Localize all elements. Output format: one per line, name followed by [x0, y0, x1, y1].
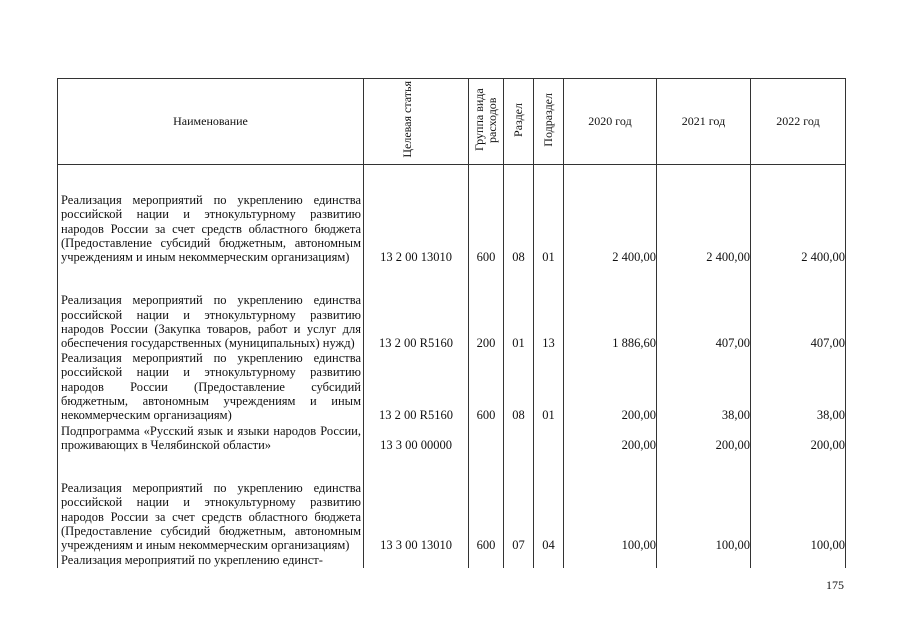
row-2021: 200,00 [657, 423, 751, 453]
row-2022: 100,00 [751, 453, 846, 553]
row-section: 01 [504, 265, 534, 351]
row-2021: 2 400,00 [657, 165, 751, 265]
row-2022: 38,00 [751, 351, 846, 423]
row-name: Реализация мероприятий по укреплению единства российской нации и этнокультурному развитию народов России за счет средств областного бюджета (Предоставление субсидий бюджетным, автономным учреждениям и иным некоммерческим организациям) [58, 165, 364, 265]
row-code: 13 3 00 00000 [364, 423, 469, 453]
row-2020: 200,00 [564, 423, 657, 453]
row-group [469, 423, 504, 453]
table-row [58, 351, 846, 423]
row-section: 08 [504, 351, 534, 423]
row-name: Подпрограмма «Русский язык и языки народов России, проживающих в Челябинской области» [58, 423, 364, 453]
row-section: 08 [504, 165, 534, 265]
row-section [504, 423, 534, 453]
row-subsection [534, 553, 564, 568]
budget-table [57, 78, 846, 568]
table-row [58, 553, 846, 568]
row-code [364, 553, 469, 568]
table-row [58, 165, 846, 265]
header-subsection: Подраздел [541, 92, 555, 147]
row-name: Реализация мероприятий по укреплению единства российской нации и этнокультурному развитию народов России за счет средств областного бюджета (Предоставление субсидий бюджетным, автономным учреждениям и иным некоммерческим организациям) [58, 453, 364, 553]
header-target: Целевая статья [400, 81, 414, 158]
row-2021: 100,00 [657, 453, 751, 553]
row-2021: 38,00 [657, 351, 751, 423]
row-2021: 407,00 [657, 265, 751, 351]
row-code: 13 3 00 13010 [364, 453, 469, 553]
table-header-row [58, 79, 846, 165]
row-name: Реализация мероприятий по укреплению единства российской нации и этнокультурному развитию народов России (Предоставление субсидий бюджетным, автономным учреждениям и иным некоммерческим организациям) [58, 351, 364, 423]
row-code: 13 2 00 R5160 [364, 265, 469, 351]
row-2022: 407,00 [751, 265, 846, 351]
table-row [58, 423, 846, 453]
page-number: 175 [826, 578, 844, 592]
row-2021 [657, 553, 751, 568]
row-subsection [534, 423, 564, 453]
header-2020: 2020 год [564, 79, 657, 165]
header-2022: 2022 год [751, 79, 846, 165]
row-group: 600 [469, 453, 504, 553]
row-2022 [751, 553, 846, 568]
row-code: 13 2 00 R5160 [364, 351, 469, 423]
row-2020 [564, 553, 657, 568]
table-row [58, 453, 846, 553]
row-2022: 2 400,00 [751, 165, 846, 265]
row-2020: 200,00 [564, 351, 657, 423]
row-group: 600 [469, 351, 504, 423]
table-row [58, 265, 846, 351]
header-name: Наименование [58, 79, 364, 165]
row-section [504, 553, 534, 568]
row-2020: 100,00 [564, 453, 657, 553]
row-name: Реализация мероприятий по укреплению единст- [58, 553, 364, 568]
row-subsection: 01 [534, 351, 564, 423]
header-section: Раздел [511, 102, 525, 137]
row-code: 13 2 00 13010 [364, 165, 469, 265]
header-group: Группа вида расходов [472, 88, 499, 151]
row-group: 200 [469, 265, 504, 351]
row-name: Реализация мероприятий по укреплению единства российской нации и этнокультурному развитию народов России (Закупка товаров, работ и услуг для обеспечения государственных (муниципальных) нужд) [58, 265, 364, 351]
row-2020: 2 400,00 [564, 165, 657, 265]
row-subsection: 13 [534, 265, 564, 351]
row-subsection: 01 [534, 165, 564, 265]
row-2020: 1 886,60 [564, 265, 657, 351]
row-subsection: 04 [534, 453, 564, 553]
row-group: 600 [469, 165, 504, 265]
row-section: 07 [504, 453, 534, 553]
row-2022: 200,00 [751, 423, 846, 453]
row-group [469, 553, 504, 568]
header-2021: 2021 год [657, 79, 751, 165]
